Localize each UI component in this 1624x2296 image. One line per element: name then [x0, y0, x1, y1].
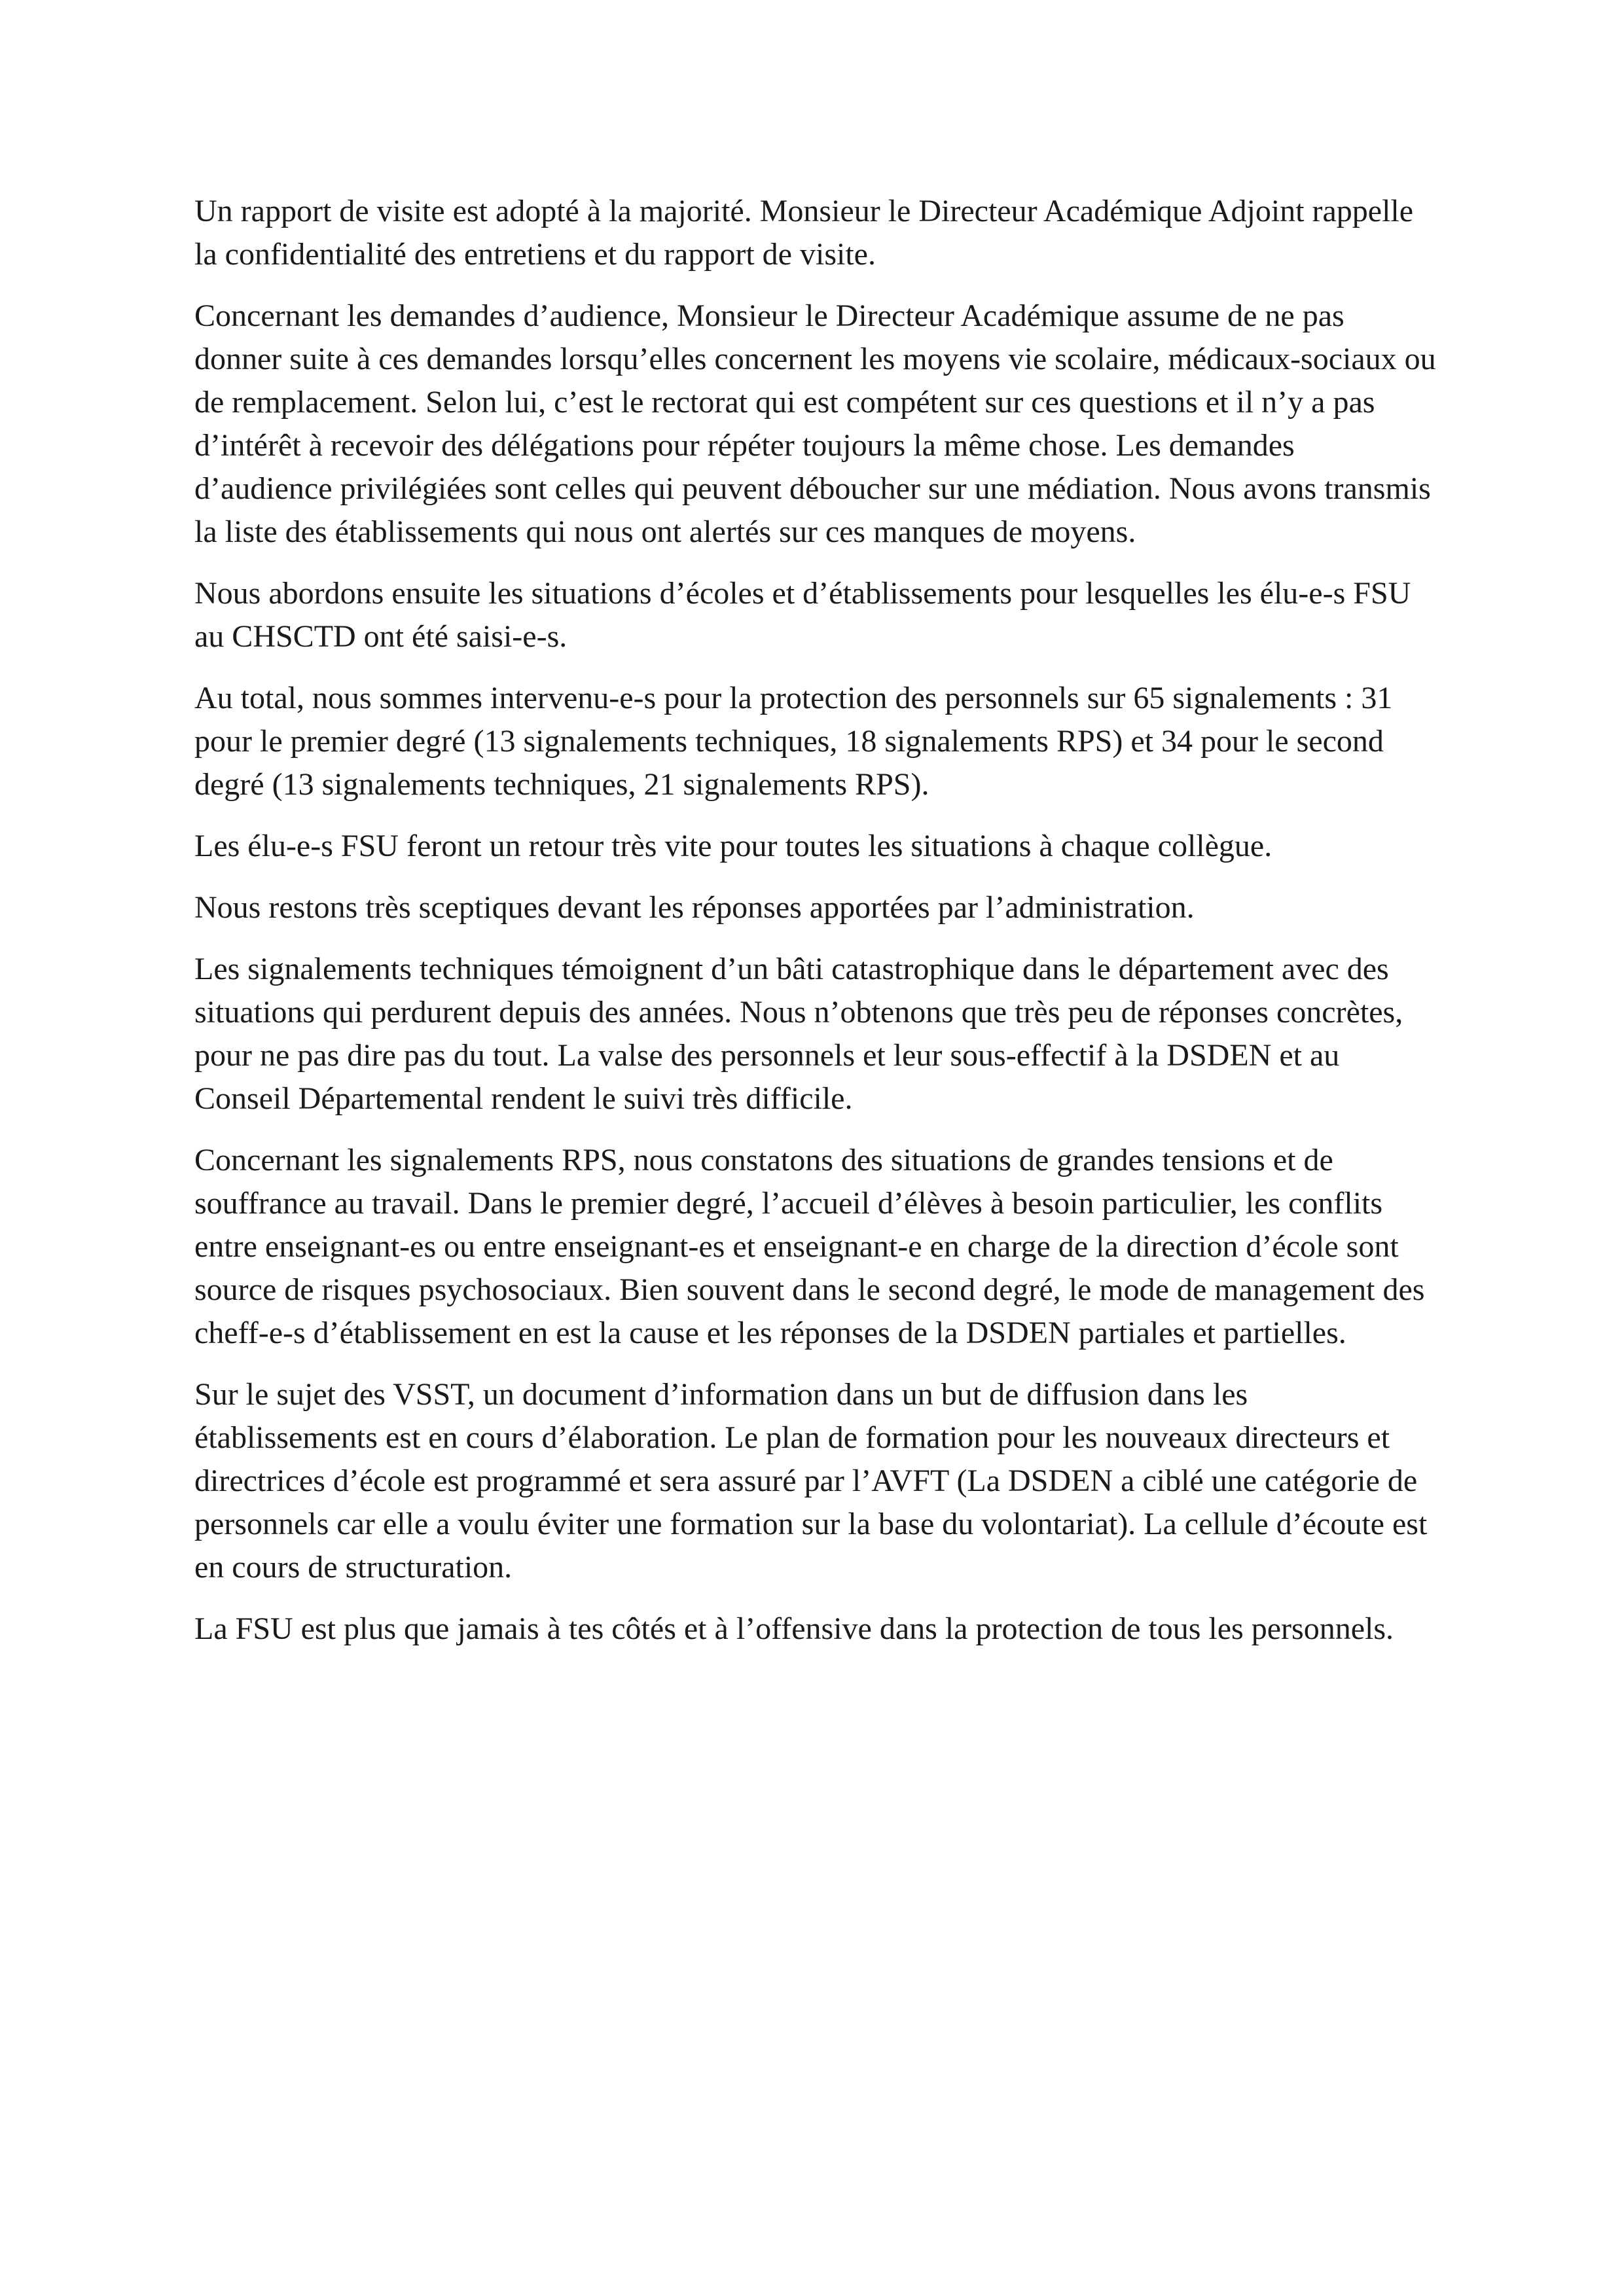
paragraph-rps-signalements: Concernant les signalements RPS, nous constatons des situations de grandes tensions et de souffrance au travail. Dans le premier degré, l’accueil d’élèves à besoin particulier, les conflits entre enseignant-es ou entre enseignant-es et enseignant-e en charge de la direction d’école sont source de risques psychosociaux. Bien souvent dans le second degré, le mode de management des cheff-e-s d’établissement en est la cause et les réponses de la DSDEN partiales et partielles.: [194, 1143, 1425, 1350]
paragraph-school-situations: Nous abordons ensuite les situations d’écoles et d’établissements pour lesquelles les élu-e-s FSU au CHSCTD ont été saisi-e-s.: [194, 576, 1411, 654]
paragraph-feedback: Les élu-e-s FSU feront un retour très vite pour toutes les situations à chaque collègue.: [194, 829, 1272, 863]
paragraph-technical-signalements: Les signalements techniques témoignent d’un bâti catastrophique dans le département avec des situations qui perdurent depuis des années. Nous n’obtenons que très peu de réponses concrètes, pour ne pas dire pas du tout. La valse des personnels et leur sous-effectif à la DSDEN et au Conseil Départemental rendent le suivi très difficile.: [194, 952, 1403, 1116]
paragraph-skepticism: Nous restons très sceptiques devant les réponses apportées par l’administration.: [194, 890, 1195, 925]
paragraph-vsst: Sur le sujet des VSST, un document d’information dans un but de diffusion dans les établissements est en cours d’élaboration. Le plan de formation pour les nouveaux directeurs et directrices d’école est programmé et sera assuré par l’AVFT (La DSDEN a ciblé une catégorie de personnels car elle a voulu éviter une formation sur la base du volontariat). La cellule d’écoute est en cours de structuration.: [194, 1377, 1428, 1585]
paragraph-visit-report: Un rapport de visite est adopté à la majorité. Monsieur le Directeur Académique Adjoint rappelle la confidentialité des entretiens et du rapport de visite.: [194, 194, 1414, 272]
paragraph-audience-requests: Concernant les demandes d’audience, Monsieur le Directeur Académique assume de ne pas donner suite à ces demandes lorsqu’elles concernent les moyens vie scolaire, médicaux-sociaux ou de remplacement. Selon lui, c’est le rectorat qui est compétent sur ces questions et il n’y a pas d’intérêt à recevoir des délégations pour répéter toujours la même chose. Les demandes d’audience privilégiées sont celles qui peuvent déboucher sur une médiation. Nous avons transmis la liste des établissements qui nous ont alertés sur ces manques de moyens.: [194, 298, 1436, 549]
document-body: [194, 190, 1438, 1669]
paragraph-signalement-totals: Au total, nous sommes intervenu-e-s pour la protection des personnels sur 65 signalements : 31 pour le premier degré (13 signalements techniques, 18 signalements RPS) et 34 pour le second degré (13 signalements techniques, 21 signalements RPS).: [194, 681, 1393, 802]
paragraph-conclusion: La FSU est plus que jamais à tes côtés et à l’offensive dans la protection de tous les personnels.: [194, 1611, 1394, 1646]
